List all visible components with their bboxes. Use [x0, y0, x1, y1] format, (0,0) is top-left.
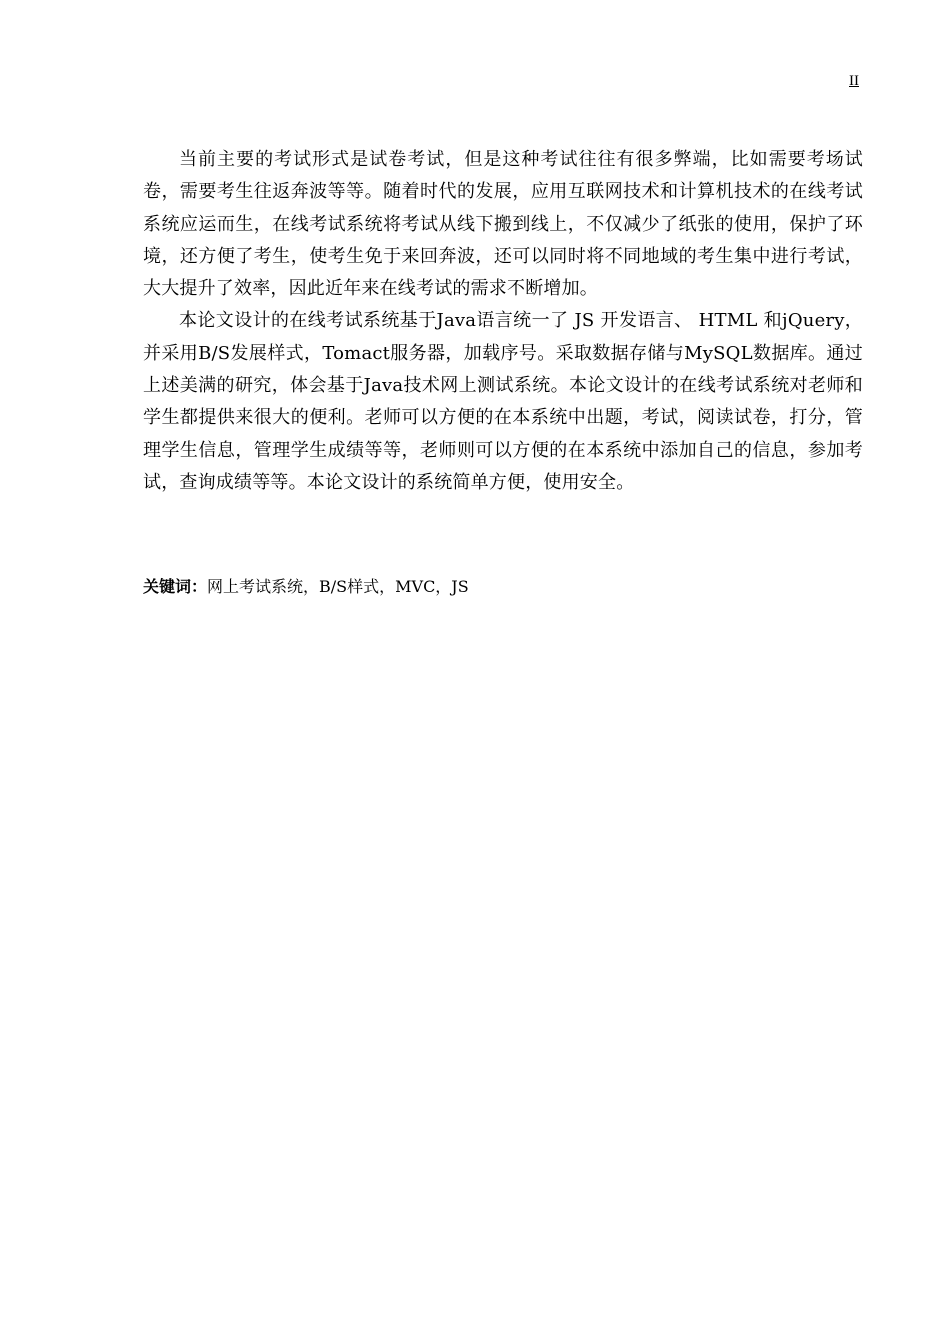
keywords-label: 关键词：	[143, 577, 208, 596]
abstract-paragraph-1: 当前主要的考试形式是试卷考试，但是这种考试往往有很多弊端，比如需要考场试卷，需要考生往返奔波等等。随着时代的发展，应用互联网技术和计算机技术的在线考试系统应运而生，在线考试系统将考试从线下搬到线上，不仅减少了纸张的使用，保护了环境，还方便了考生，使考生免于来回奔波，还可以同时将不同地域的考生集中进行考试，大大提升了效率，因此近年来在线考试的需求不断增加。	[143, 149, 863, 300]
abstract-paragraph-2: 本论文设计的在线考试系统基于Java语言统一了 JS 开发语言、 HTML 和jQuery，并采用B/S发展样式，Tomact服务器，加载序号。采取数据存储与MySQL数据库。通过上述美满的研究，体会基于Java技术网上测试系统。本论文设计的在线考试系统对老师和学生都提供来很大的便利。老师可以方便的在本系统中出题，考试，阅读试卷，打分，管理学生信息，管理学生成绩等等，老师则可以方便的在本系统中添加自己的信息，参加考试，查询成绩等等。本论文设计的系统简单方便，使用安全。	[143, 310, 863, 493]
keywords-value: 网上考试系统，B/S样式，MVC，JS	[207, 577, 469, 596]
keywords-line	[143, 574, 469, 600]
abstract-body	[143, 144, 863, 499]
page-number: II	[849, 73, 859, 89]
